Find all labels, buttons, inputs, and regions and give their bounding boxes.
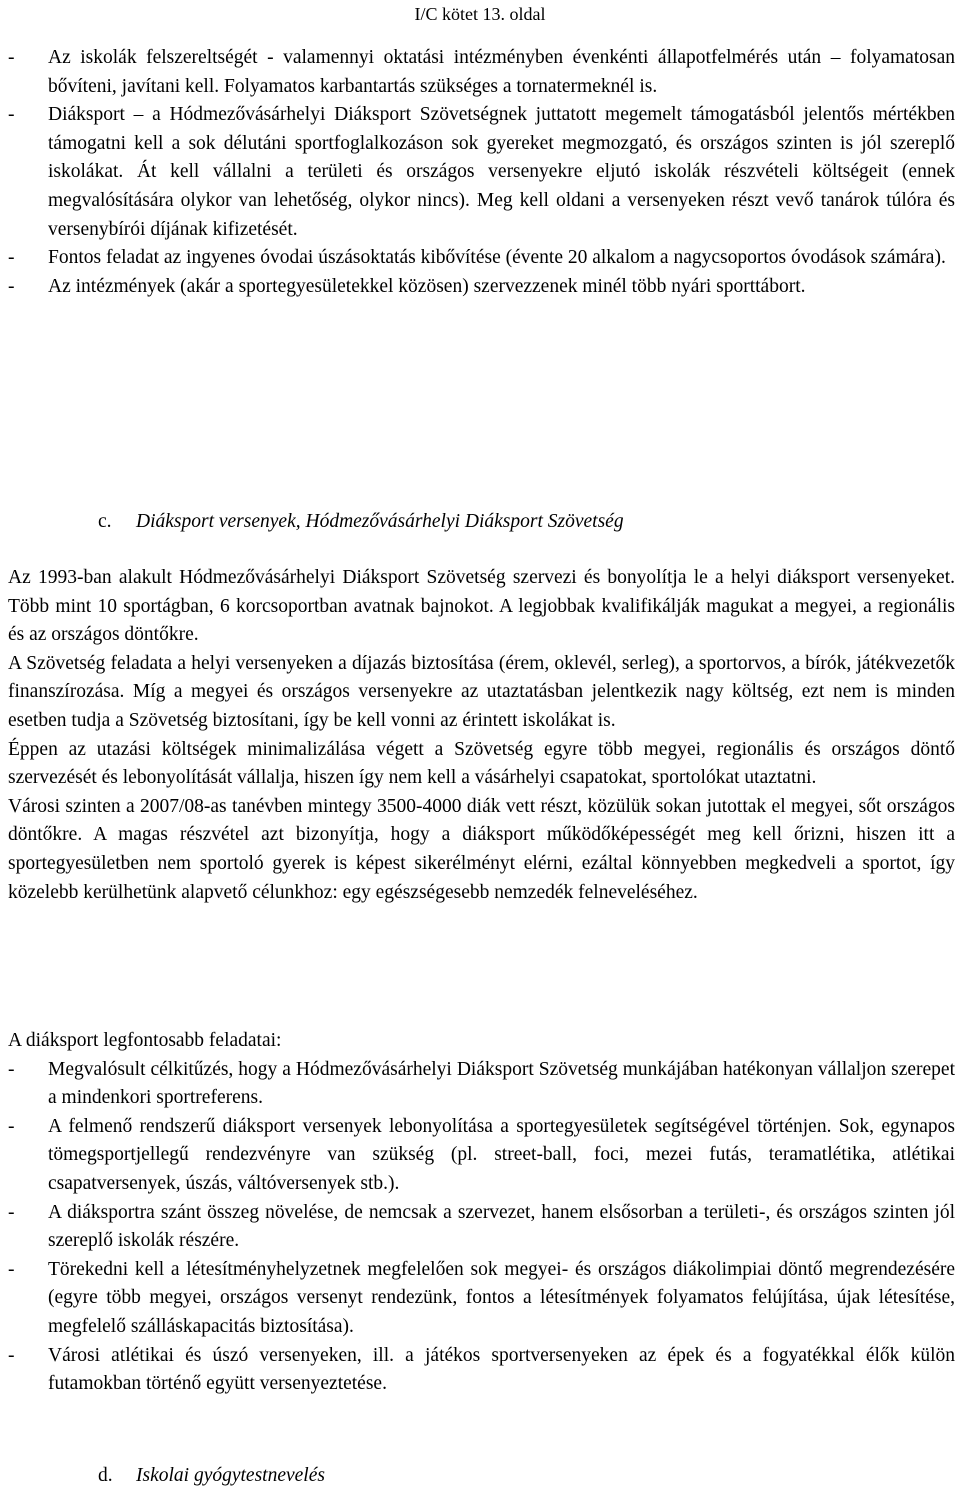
list-item bbox=[8, 44, 955, 101]
section-c-title: Diáksport versenyek, Hódmezővásárhelyi Diáksport Szövetség bbox=[136, 511, 624, 532]
dash-marker: - bbox=[8, 247, 15, 269]
page-header: I/C kötet 13. oldal bbox=[414, 4, 546, 24]
list-item bbox=[8, 1113, 955, 1199]
paragraph: Éppen az utazási költségek minimalizálása végett a Szövetség egyre több megyei, regionális és országos döntő szervezését és lebonyolítását vállalja, hiszen így nem kell a vásárhelyi csapatokat, sportolókat utaztatni. bbox=[8, 738, 955, 789]
dash-marker: - bbox=[8, 1344, 15, 1366]
section-c-marker: c. bbox=[98, 511, 112, 532]
list-item-text: Az iskolák felszereltségét - valamennyi oktatási intézményben évenkénti állapotfelmérés után – folyamatosan bővíteni, javítani kell. Folyamatos karbantartás szükséges a tornatermeknél is. bbox=[48, 47, 955, 97]
list-item bbox=[8, 1342, 955, 1399]
section-d-marker: d. bbox=[98, 1465, 113, 1486]
list-item bbox=[8, 244, 955, 273]
list-item bbox=[8, 1256, 955, 1342]
list-item bbox=[8, 1056, 955, 1113]
list-item-text: Diáksport – a Hódmezővásárhelyi Diáksport Szövetségnek juttatott megemelt támogatásból jelentős mértékben támogatni kell a sok délutáni sportfoglalkozáson sok gyereket megmozgató, és országos szinten is jól szereplő iskolákat. Át kell vállalni a területi és országos versenyekre eljutó iskolák részvételi költségeit (ennek megvalósítására olykor van lehetőség, olykor nincs). Meg kell oldani a versenyeken részt vevő tanárok túlóra és versenybírói díjának kifizetését. bbox=[48, 104, 955, 240]
list-item-text: A felmenő rendszerű diáksport versenyek lebonyolítása a sportegyesületek segítségével történjen. Sok, egynapos tömegsportjellegű rendezvényre van szükség (pl. street-ball, foci, mezei futás, teramatlétika, atlétikai csapatversenyek, úszás, váltóversenyek stb.). bbox=[48, 1115, 955, 1194]
dash-marker: - bbox=[8, 275, 15, 297]
list-item-text: Az intézmények (akár a sportegyesületekkel közösen) szervezzenek minél több nyári sporttábort. bbox=[48, 275, 806, 297]
tasks-heading: A diáksport legfontosabb feladatai: bbox=[8, 1030, 282, 1051]
dash-marker: - bbox=[8, 1201, 15, 1223]
dash-marker: - bbox=[8, 1058, 15, 1080]
list-item-text: Városi atlétikai és úszó versenyeken, ill. a játékos sportversenyeken az épek és a fogyatékkal élők külön futamokban történő együtt versenyeztetése. bbox=[48, 1344, 955, 1395]
section-d-title: Iskolai gyógytestnevelés bbox=[136, 1465, 325, 1486]
paragraph: Városi szinten a 2007/08-as tanévben mintegy 3500-4000 diák vett részt, közülük sokan jutottak el megyei, sőt országos döntőkre. A magas részvétel azt bizonyítja, hogy a diáksport működőképességét meg kell őrizni, hiszen itt a sportegyesületben nem sportoló gyerek is képest sikerélményt elérni, ezáltal könnyebben megkedveli a sportot, így közelebb kerülhetünk alapvető célunkhoz: egy egészségesebb nemzedék felneveléséhez. bbox=[8, 795, 955, 903]
tasks-section bbox=[8, 1027, 955, 1399]
dash-marker: - bbox=[8, 47, 15, 68]
section-c-heading bbox=[98, 508, 948, 537]
dash-marker: - bbox=[8, 104, 15, 126]
list-item-text: Törekedni kell a létesítményhelyzetnek megfelelően sok megyei- és országos diákolimpiai döntő megrendezésére (egyre több megyei, országos versenyt rendezünk, fontos a létesítmények folyamatos felújítása, újak létesítése, megfelelő szálláskapacitás biztosítása). bbox=[48, 1258, 955, 1337]
paragraph: Az 1993-ban alakult Hódmezővásárhelyi Diáksport Szövetség szervezi és bonyolítja le a helyi diáksport versenyeket. Több mint 10 sportágban, 6 korcsoportban avatnak bajnokot. A legjobbak kvalifikálják magukat a megyei, a regionális és az országos döntőkre. bbox=[8, 567, 955, 646]
list-item-text: Fontos feladat az ingyenes óvodai úszásoktatás kibővítése (évente 20 alkalom a nagycsoportos óvodások számára). bbox=[48, 247, 946, 269]
section-d-heading bbox=[98, 1462, 948, 1491]
list-item bbox=[8, 101, 955, 244]
top-bullet-list bbox=[8, 44, 955, 301]
list-item-text: Megvalósult célkitűzés, hogy a Hódmezővásárhelyi Diáksport Szövetség munkájában hatékonyan vállaljon szerepet a mindenkori sportreferens. bbox=[48, 1058, 955, 1109]
list-item bbox=[8, 273, 955, 302]
list-item bbox=[8, 1199, 955, 1256]
dash-marker: - bbox=[8, 1258, 15, 1280]
paragraph: A Szövetség feladata a helyi versenyeken a díjazás biztosítása (érem, oklevél, serleg), a sportorvos, a bírók, játékvezetők finanszírozása. Míg a megyei és országos versenyekre az utaztatásban jelentkezik nagy költség, ezt nem is minden esetben tudja a Szövetség biztosítani, így be kell vonni az érintett iskolákat is. bbox=[8, 652, 955, 731]
dash-marker: - bbox=[8, 1115, 15, 1137]
list-item-text: A diáksportra szánt összeg növelése, de nemcsak a szervezet, hanem elsősorban a területi-, és országos szinten jól szereplő iskolák részére. bbox=[48, 1201, 955, 1252]
section-c-body bbox=[8, 564, 955, 907]
